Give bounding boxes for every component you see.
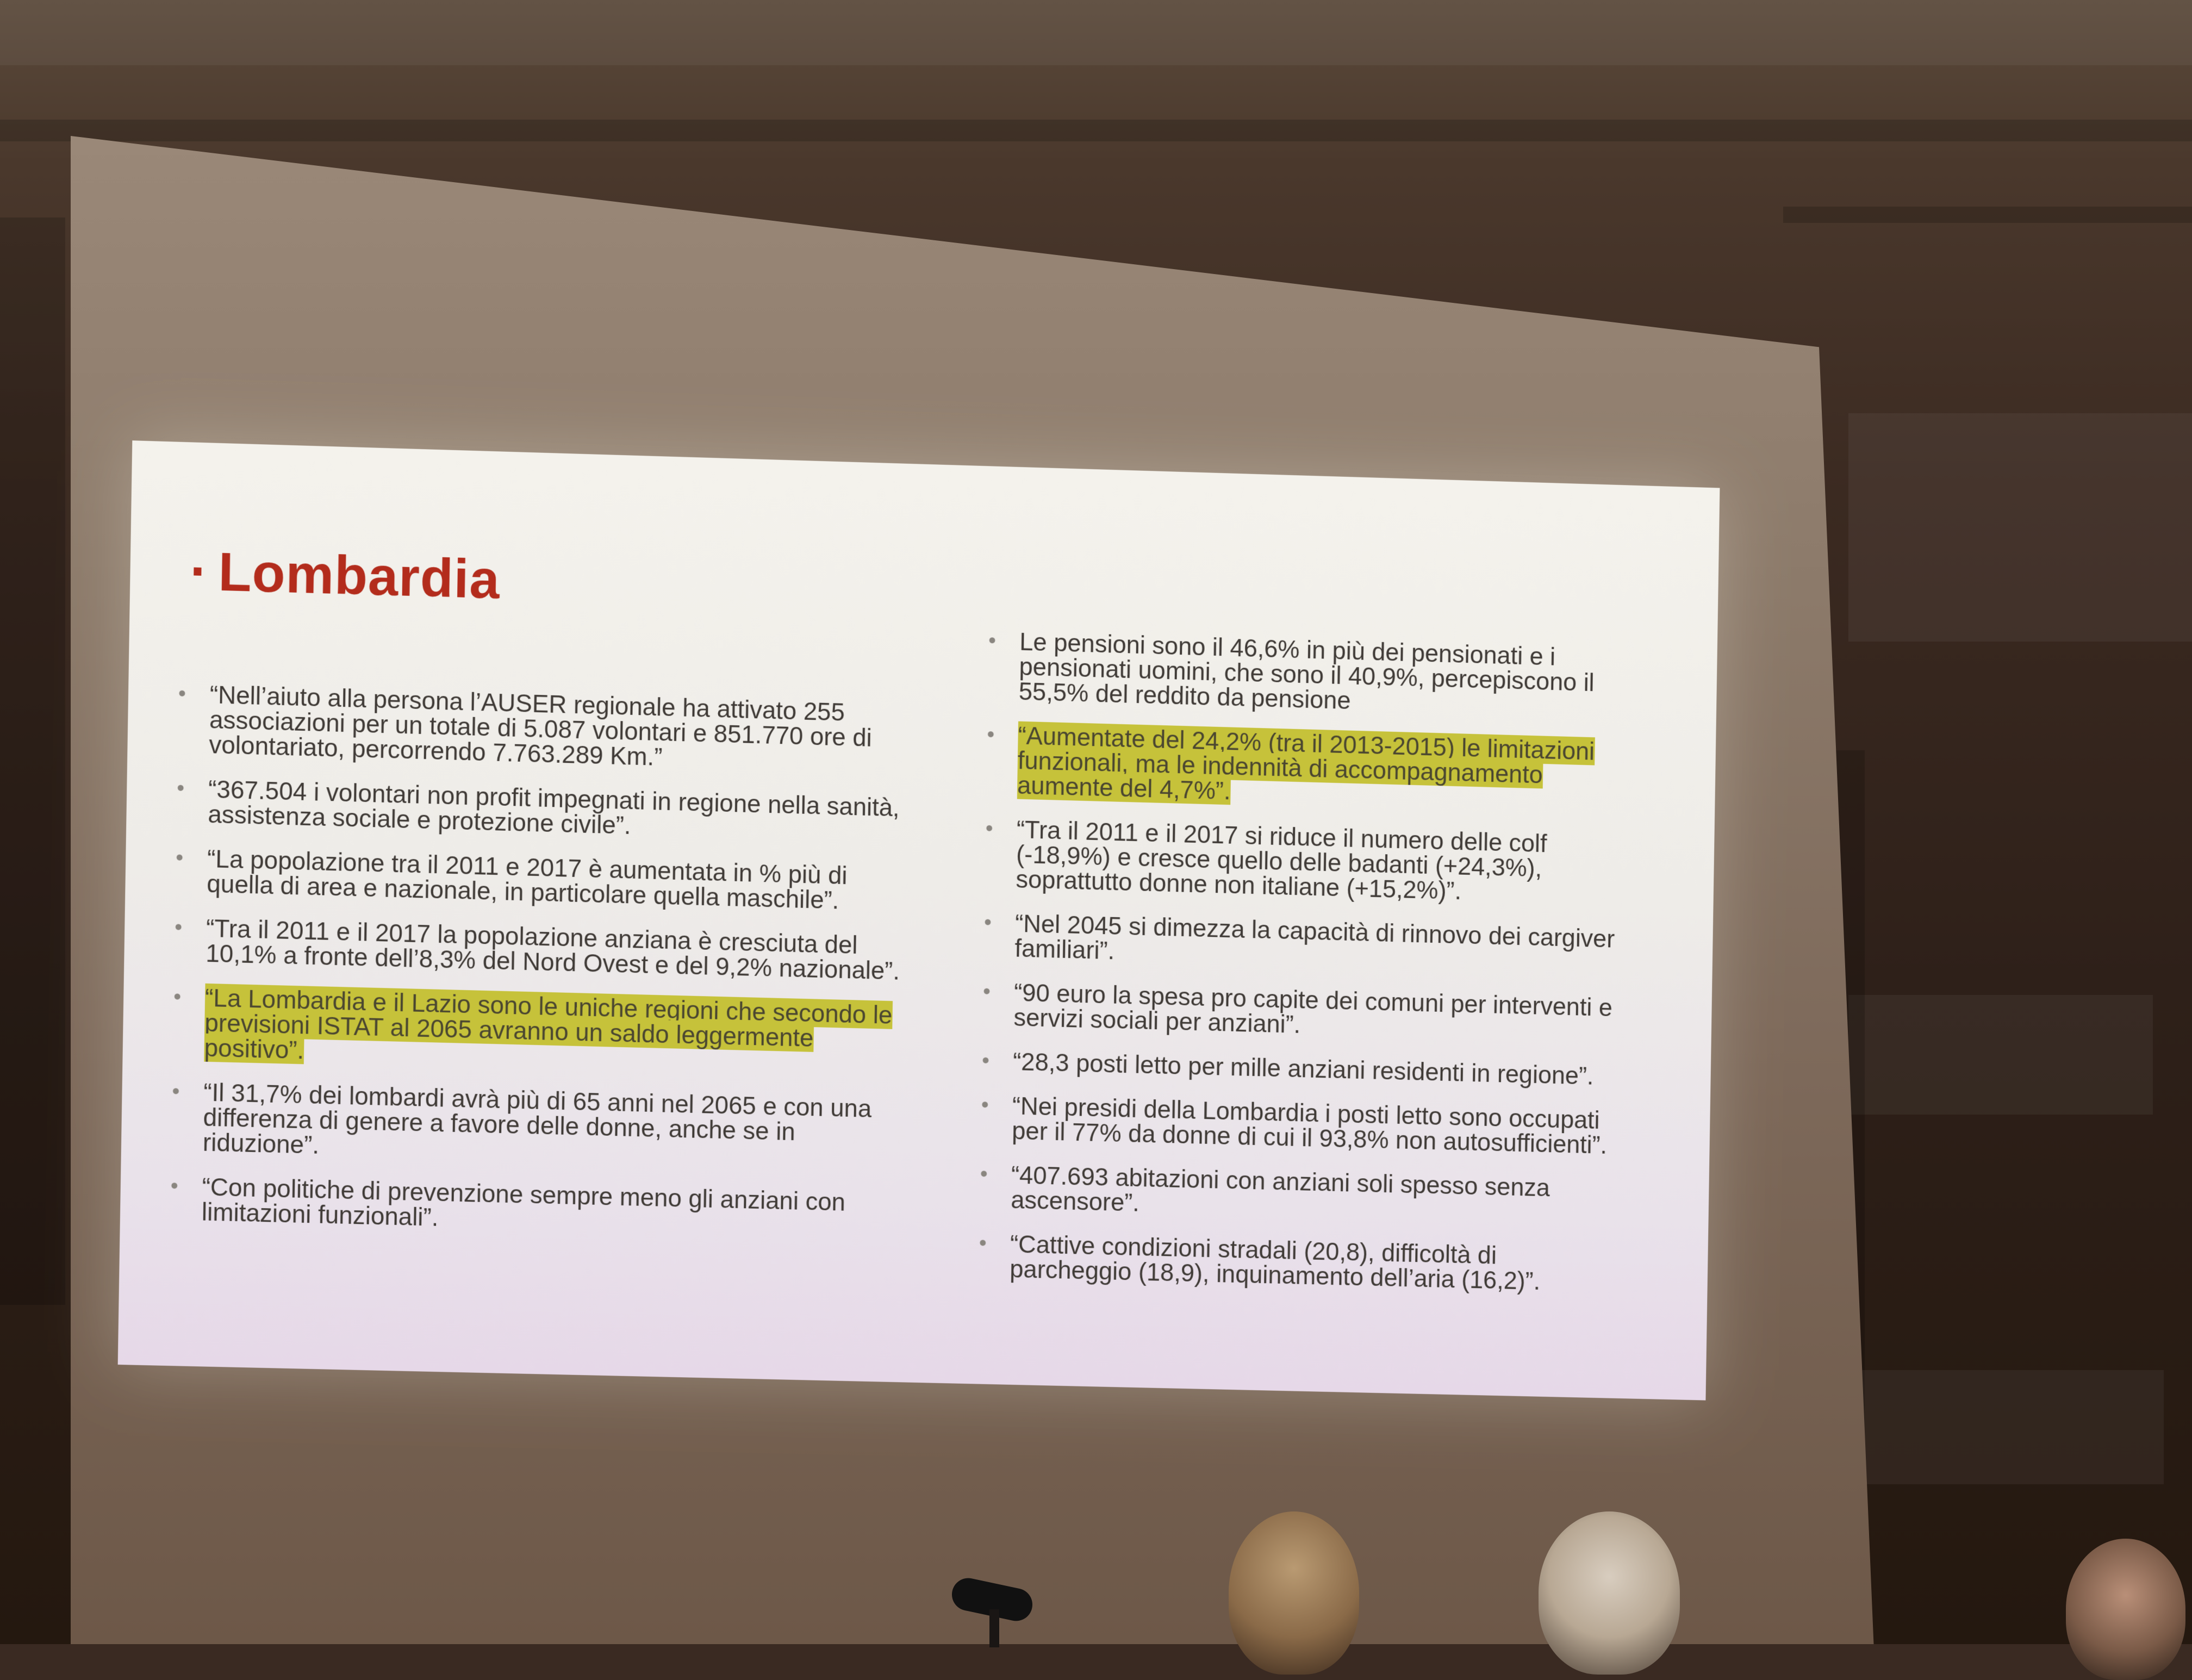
wall-plank <box>0 0 2192 65</box>
wall-plank <box>1848 413 2192 642</box>
right-column <box>972 628 1632 1315</box>
bullet-item <box>167 914 902 984</box>
bullet-text: “367.504 i volontari non profit impegnati in regione nella sanità, assistenza sociale e protezione civile”. <box>208 775 900 839</box>
bullet-item <box>978 816 1629 907</box>
bullet-text: “Nel 2045 si dimezza la capacità di rinnovo dei cargiver familiari”. <box>1014 909 1615 965</box>
bullet-item <box>170 775 905 845</box>
speaker-head-center <box>1539 1511 1680 1675</box>
bullet-item <box>976 979 1627 1045</box>
bullet-text: “Nei presidi della Lombardia i posti letto sono occupati per il 77% da donne di cui il 93,8% non autosufficienti”. <box>1011 1091 1608 1159</box>
bullet-item-highlighted <box>980 722 1631 814</box>
wall-plank <box>0 120 2192 141</box>
bullet-text: “28,3 posti letto per mille anziani residenti in regione”. <box>1012 1047 1594 1090</box>
bullet-text: “Il 31,7% dei lombardi avrà più di 65 anni nel 2065 e con una differenza di genere a favore delle donne, anche se in riduzione”. <box>202 1078 872 1159</box>
bullet-text-highlighted: “La Lombardia e il Lazio sono le uniche regioni che secondo le previsioni ISTAT al 2065 avranno un saldo leggermente positivo”. <box>204 983 893 1065</box>
wall-plank <box>1848 995 2153 1115</box>
bullet-item <box>981 628 1633 721</box>
bullet-text: “90 euro la spesa pro capite dei comuni per interventi e servizi sociali per anziani”. <box>1013 978 1613 1038</box>
title-bullet-icon: · <box>189 540 209 602</box>
left-column <box>163 681 906 1260</box>
bullet-text: Le pensioni sono il 46,6% in più dei pensionati e i pensionati uomini, che sono il 40,9%, percepiscono il 55,5% del reddito da pensione <box>1018 627 1595 714</box>
bullet-item <box>974 1092 1626 1158</box>
bullet-text: “Cattive condizioni stradali (20,8), difficoltà di parcheggio (18,9), inquinamento dell’aria (16,2)”. <box>1009 1229 1541 1295</box>
wall-plank <box>1783 207 2192 223</box>
projected-slide <box>118 440 1720 1400</box>
bullet-text: “La popolazione tra il 2011 e 2017 è aumentata in % più di quella di area e nazionale, in particolare quella maschile”. <box>207 844 848 914</box>
bullet-item <box>164 1173 899 1241</box>
bullet-item <box>977 910 1628 976</box>
bullet-item <box>973 1161 1624 1227</box>
bullet-item <box>165 1079 900 1172</box>
bullet-text-highlighted: “Aumentate del 24,2% (tra il 2013-2015) le limitazioni funzionali, ma le indennità di accompagnamento aumente del 4,7%”. <box>1017 721 1595 805</box>
speaker-head-right <box>2066 1539 2185 1680</box>
bullet-item-highlighted <box>166 984 901 1078</box>
bullet-item <box>972 1230 1623 1295</box>
slide-title-text: Lombardia <box>217 541 501 611</box>
speaker-head-left <box>1229 1511 1359 1675</box>
bullet-text: “Nell’aiuto alla persona l’AUSER regionale ha attivato 255 associazioni per un totale di 5.087 volontari e 851.770 ore di volontariato, percorrendo 7.763.289 Km.” <box>209 680 873 771</box>
bullet-item <box>171 681 906 776</box>
wall-plank <box>0 217 65 1305</box>
bullet-item <box>975 1048 1626 1089</box>
bullet-text: “Tra il 2011 e il 2017 si riduce il numero delle colf (-18,9%) e cresce quello delle badanti (+24,3%), soprattutto donne non italiane (+15,2%)”. <box>1016 815 1547 905</box>
bullet-text: “Con politiche di prevenzione sempre meno gli anziani con limitazioni funzionali”. <box>201 1172 846 1231</box>
slide-title <box>190 540 501 611</box>
microphone-stand <box>989 1609 999 1647</box>
bullet-text: “407.693 abitazioni con anziani soli spesso senza ascensore”. <box>1010 1160 1550 1217</box>
bullet-text: “Tra il 2011 e il 2017 la popolazione anziana è cresciuta del 10,1% a fronte dell’8,3% del Nord Ovest e del 9,2% nazionale”. <box>205 913 900 985</box>
wall-plank <box>1859 1370 2164 1484</box>
bullet-item <box>169 845 904 914</box>
